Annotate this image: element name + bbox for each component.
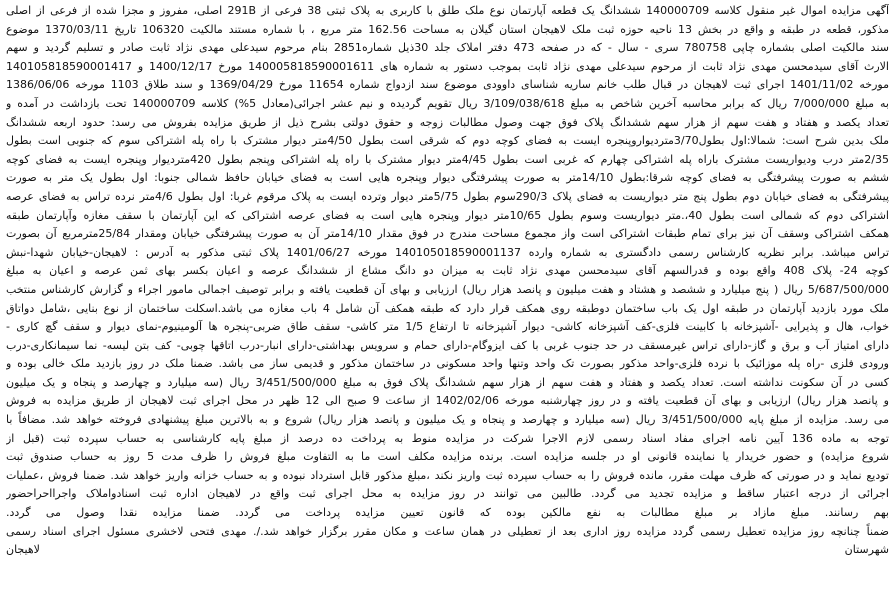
notice-line: دارای امتیاز آب و برق و گاز-دارای تراس غیرمسقف در حد جنوب غربی با کف ایزوگام-دارای حمام و سرویس بهداشتی-دارای انبار-درب اتاقها چوبی- کف بتن لیسه- نما سیمانکاری-درب: [6, 338, 889, 352]
notice-line: بهم رسانند. مبلغ مازاد بر مبلغ مطالبات به نفع مالکین بوده که قانون تعیین مزایده پرداخت می گردد. ضمنا مزایده نقدا وصول می گردد.: [6, 506, 889, 520]
notice-line: می رسد. مزایده از مبلغ پایه 3/451/500/000 ریال (سه میلیارد و چهارصد و پنجاه و یک میلیون و پانصد هزار ریال) شروع و به بالاترین مبلغ پیشنهادی فروخته خواهد شد. مضافاً با: [6, 413, 889, 427]
notice-line: کسی در آن سکونت نداشته است. تعداد یکصد و هفتاد و هفت سهم از هزار سهم ششدانگ پلاک فوق به مبلغ 3/451/500/000 ریال (سه میلیارد و چهارصد و پنجاه و یک میلیون: [6, 375, 889, 389]
notice-line: مذکور، قطعه در طبقه و واقع در بخش 13 ناحیه حوزه ثبت ملک لاهیجان استان گیلان به مساحت 162.56 متر مربع ، با شماره مستند مالکیت 106320 تاریخ 1370/03/11 موضوع: [6, 22, 889, 36]
notice-line: ملک بدین شرح است: شمالا:اول بطول3/70متردیواروپنجره ایست به فضای کوچه دوم که شرقی است بطول 4/50متر دیوار مشترک با راه پله اشتراکی سوم که جنوبی است بطول: [6, 134, 889, 148]
notice-line: تعداد یکصد و هفتاد و هفت سهم از هزار سهم ششدانگ پلاک فوق جهت وصول مطالبات زوجه و حقوق دولتی بشرح ذیل از طریق مزایده بفروش می رسد: حدود اربعه ششدانگ: [6, 115, 889, 129]
notice-body: [6, 2, 889, 560]
notice-line: الارث آقای سیدمحسن مهدی نژاد ثابت از مرحوم سیدعلی مهدی نژاد ثابت بموجب دستور به شماره های 140005818590001611 مورخ 1400/12/17 و 140105818590001417: [6, 59, 889, 73]
notice-line: 5/687/500/000 ریال ( پنج میلیارد و ششصد و هشتاد و هفت میلیون و پانصد هزار ریال) ارزیابی و بهای آن قطعیت یافته و برابر توصیف اجمالی مامور اجراء و گزارش کارشناس منتخب: [6, 282, 889, 296]
notice-line: آگهی مزایده اموال غیر منقول کلاسه 140000709 ششدانگ یک قطعه آپارتمان نوع ملک طلق با کاربری به پلاک ثبتی 38 فرعی از 291B اصلی، مفروز و مجزا شده از فرعی از اصلی: [6, 4, 889, 17]
notice-line: خواب، هال و پذیرایی -آشپزخانه با کابینت فلزی-کف آشپزخانه کاشی- دیوار آشپزخانه تا ارتفاع 1/5 متر کاشی- سقف طاق ضربی-پنجره ها آلومینیوم-نمای دیوار و سقف گچ کاری -: [6, 320, 889, 334]
notice-line: ضمناً چنانچه روز مزایده تعطیل رسمی گردد مزایده روز اداری بعد از تعطیلی در همان ساعت و مکان مقرر برگزار خواهد شد./. مهدی فتحی لاخشری مسئول اجرای اسناد رسمی: [6, 524, 889, 538]
notice-line: تراس میباشد. برابر نظریه کارشناس رسمی دادگستری به شماره وارده 140105018590001137 مورخه 1401/06/27 پلاک ثبتی مذکور به آدرس : لاهیجان-خیابان شهدا-نبش: [6, 245, 889, 259]
notice-line: همکف اشتراکی وسقف آن نیز برای تمام طبقات اشتراکی است واز مجموع مساحت مندرج در فوق مقدار 14/10متر آن به صورت پیشرفتگی خیابان ومقدار 25/84مترمربع آن بصورت: [6, 227, 889, 241]
notice-line: شروع مزایده) و حضور خریدار یا نماینده قانونی او در جلسه مزایده است. برنده مزایده مکلف است ما به التفاوت مبلغ فروش را ظرف مدت 5 روز به حساب صندوق ثبت: [6, 450, 889, 464]
notice-line: ملک مورد بازدید آپارتمان در طبقه اول یک باب ساختمان دوطبقه روی همکف قرار دارد که طبقه همکف آن شامل 4 باب مغازه می باشد.اسکلت ساختمان از نوع بنایی ،شامل دواتاق: [6, 301, 889, 315]
notice-line: کوچه 24- پلاک 408 واقع بوده و قدرالسهم آقای سیدمحسن مهدی نژاد ثابت به میزان دو دانگ مشاع از ششدانگ عرصه و اعیان بکسر بهای ثمن عرصه و اعیان به مبلغ: [6, 264, 889, 278]
notice-line: 2/35متر درب وديواريست مشترک باراه پله اشتراکی چهارم که غربی است بطول 4/45متر دیوار مشترک با راه پله اشتراکی وپنجم بطول 420متردیوار وپنجره ایست به فضای کوچه: [6, 152, 889, 166]
notice-line: ورودی فلزی -راه پله موزائیک با نرده فلزی-واحد مذکور بصورت تک واحد وتنها واحد مسکونی در ساختمان مذکور و قدیمی ساز می باشد. ضمنا ملک در روز بازدید ملک خالی بوده و: [6, 357, 889, 371]
notice-line: تودیع نماید و در صورتی که ظرف مهلت مقرر، مانده فروش را به حساب سپرده ثبت واریز نکند ،مبلغ مذکور قابل استرداد نبوده و به حساب خزانه واریز خواهد شد. ضمنا فروش ،عملیات: [6, 468, 889, 482]
notice-line: اجرائی از درجه اعتبار ساقط و مزایده تجدید می گردد. طالبین می توانند در روز مزایده به محل اجرای ثبت واقع در لاهیجان اداره ثبت اسنادواملاک واجرااحراحضور: [6, 487, 889, 501]
notice-line: توجه به ماده 136 آیین نامه اجرای مفاد اسناد رسمی لازم الاجرا شرکت در مزایده منوط به پرداخت ده درصد از مبلغ پایه کارشناسی به حساب سپرده ثبت (قبل از: [6, 431, 889, 445]
notice-line: مورخه 1401/11/02 اجرای ثبت لاهیجان در قبال طلب خانم ساریه شناسای داوودی موضوع سند ازدواج شماره 11654 مورخ 1369/04/29 و سند طلاق 1103 مورخه 1386/06/06: [6, 78, 889, 92]
notice-line: ششم به صورت پیشرفتگی به فضای کوچه شرقا:بطول 14/10متر به صورت پیشرفتگی دیوار وپنجره هایی است به فضای خیابان حافظ شمالی جنوبا: اول بطول یک متر به صورت: [6, 171, 889, 185]
notice-line: اشتراکی دوم که شمالی است بطول 40،.متر دیواریست وسوم بطول 10/65متر دیوار وپنجره هایی است به فضای عرصه اشتراکی که این آپارتمان با سقف مغازه وآپارتمان طبقه: [6, 208, 889, 222]
notice-line: سند مالکیت اصلی بشماره چاپی 780758 سری - سال - که در صفحه 473 دفتر املاک جلد 30ذیل شماره2851 بنام مرحوم سیدعلی مهدی نژاد ثابت صادر و تسلیم گردید و سهم: [6, 41, 889, 55]
notice-line: شهرستان لاهیجان: [6, 543, 889, 557]
notice-line: به مبلغ 7/000/000 ریال که برابر محاسبه آخرین شاخص به مبلغ 3/109/038/618 ریال تقویم گردیده و نیم عشر اجرائی(معادل 5%) کلاسه 140000709 تحت بازداشت در آمده و: [6, 96, 889, 110]
notice-line: و پانصد هزار ریال) ارزیابی و بهای آن قطعیت یافته و در روز چهارشنبه مورخه 1402/02/06 از ساعت 9 صبح الی 12 ظهر در محل اجرای ثبت لاهیجان از طریق مزایده به فروش: [6, 394, 889, 408]
notice-line: پیشرفتگی به فضای خیابان دوم بطول پنج متر دیواریست به فضای پلاک 290/3سوم بطول 5/75متر دیوار وترده ایست به پلاک مرقوم غربا: اول بطول 4/6متر نرده تراس به فضای عرصه: [6, 189, 889, 203]
